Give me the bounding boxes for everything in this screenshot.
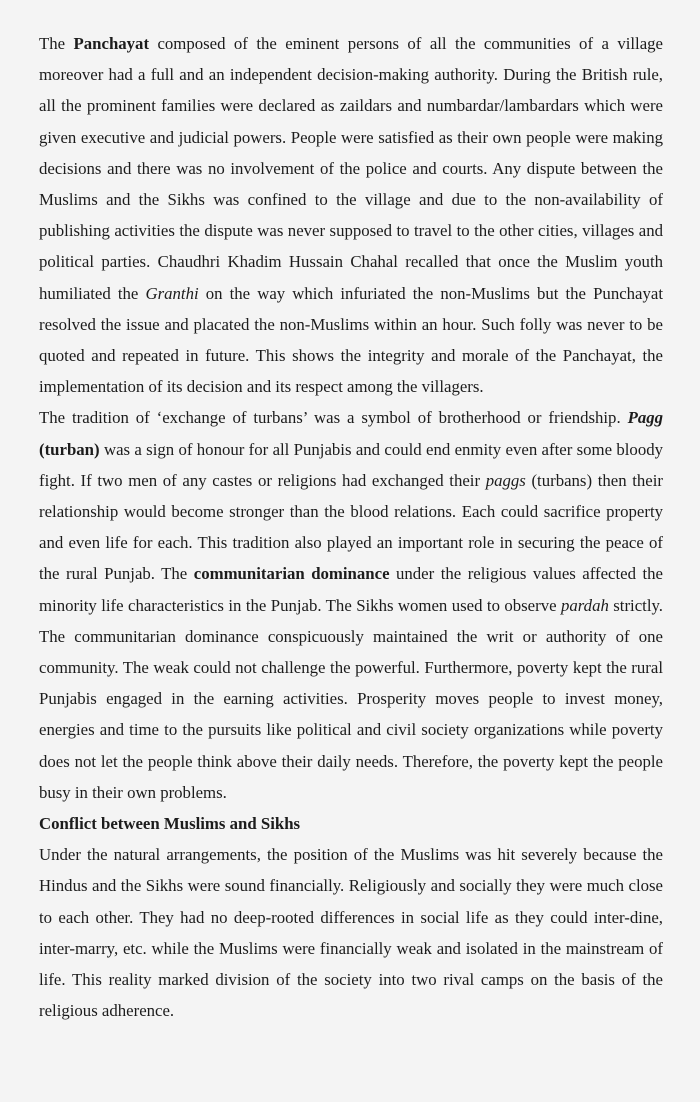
text-span: on the way which infuriated the non-Muslims but the Punchayat resolved the issue and placated the non-Muslims within an hour. Such folly was never to be quoted and repeated in future. This shows the integrity and morale of the Panchayat, the implementation of its decision and its respect among the villagers. [39, 283, 663, 397]
text-span: The [39, 34, 74, 53]
bold-term-panchayat: Panchayat [73, 34, 150, 53]
italic-term-pagg: Pagg [627, 408, 663, 428]
bold-term-turban: (turban) [39, 439, 100, 459]
section-heading: Conflict between Muslims and Sikhs [39, 814, 301, 834]
document-page [39, 28, 663, 1027]
text-span: composed of the eminent persons of all the communities of a village moreover had a full and an independent decision-making authority. During the British rule, all the prominent families were declared as zaildars and numbardar/lambardars which were given executive and judicial powers. People were satisfied as their own people were making decisions and there was no involvement of the police and courts. Any dispute between the Muslims and the Sikhs was confined to the village and due to the non-availability of publishing activities the dispute was never supposed to travel to the other cities, villages and political parties. Chaudhri Khadim Hussain Chahal recalled that once the Muslim youth humiliated the [39, 34, 663, 303]
text-span: under the religious values affected the minority life characteristics in the Punjab. The Sikhs women used to observe [39, 564, 664, 615]
italic-term-paggs: paggs [485, 470, 526, 490]
bold-term-communitarian-dominance: communitarian dominance [193, 564, 390, 584]
paragraph-turbans [39, 402, 663, 808]
italic-term-pardah: pardah [560, 595, 609, 615]
text-span: strictly. The communitarian dominance conspicuously maintained the writ or authority of one community. The weak could not challenge the powerful. Furthermore, poverty kept the rural Punjabis engaged in the earning activities. Prosperity moves people to invest money, energies and time to the pursuits like political and civil society organizations while poverty does not let the people think above their daily needs. Therefore, the poverty kept the people busy in their own problems. [39, 595, 663, 802]
text-span: (turbans) then their relationship would become stronger than the blood relations. Each could sacrifice property and even life for each. This tradition also played an important role in securing the peace of the rural Punjab. The [39, 470, 664, 584]
paragraph-conflict: Under the natural arrangements, the position of the Muslims was hit severely because the Hindus and the Sikhs were sound financially. Religiously and socially they were much close to each other. They had no deep-rooted differences in social life as they could inter-dine, inter-marry, etc. while the Muslims were financially weak and isolated in the mainstream of life. This reality marked division of the society into two rival camps on the basis of the religious adherence. [39, 845, 663, 1021]
paragraph-panchayat [39, 28, 663, 402]
text-span: was a sign of honour for all Punjabis and could end enmity even after some bloody fight. If two men of any castes or religions had exchanged their [39, 439, 663, 490]
italic-term-granthi: Granthi [145, 283, 199, 303]
text-span: The tradition of ‘exchange of turbans’ was a symbol of brotherhood or friendship. [39, 408, 628, 428]
